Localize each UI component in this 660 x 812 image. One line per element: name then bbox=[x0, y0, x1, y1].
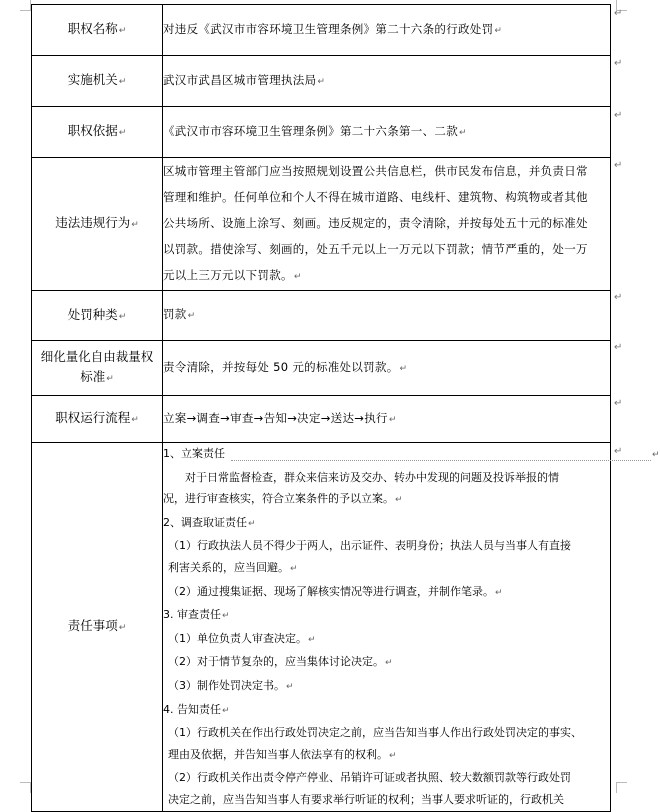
row-key: 职权名称↵ bbox=[32, 5, 163, 56]
text-line: 况，进行审查核实，符合立案条件的予以立案。↵ bbox=[163, 492, 403, 506]
paragraph-mark: ↵ bbox=[614, 58, 623, 69]
text-line: 区城市管理主管部门应当按照规划设置公共信息栏，供市民发布信息，并负责日常 bbox=[163, 164, 588, 178]
paragraph-mark: ↵ bbox=[614, 292, 623, 303]
row-key: 违法违规行为↵ bbox=[32, 158, 163, 291]
text-line: （1）行政机关在作出行政处罚决定之前，应当告知当事人作出行政处罚决定的事实、 bbox=[168, 726, 582, 740]
table-row bbox=[32, 291, 611, 341]
row-value: 责令清除，并按每处 50 元的标准处以罚款。↵ bbox=[163, 341, 611, 396]
table-row bbox=[32, 56, 611, 107]
table-row bbox=[32, 5, 611, 56]
table-row bbox=[32, 396, 611, 443]
page-corner-mark bbox=[20, 782, 31, 793]
row-key: 处罚种类↵ bbox=[32, 291, 163, 341]
text-line: （1）单位负责人审查决定。↵ bbox=[168, 631, 316, 645]
text-line: 对于日常监督检查，群众来信来访及交办、转办中发现的问题及投诉举报的情 bbox=[185, 470, 559, 484]
text-line: （2）对于情节复杂的，应当集体讨论决定。↵ bbox=[168, 655, 393, 669]
text-line: 3. 审查责任↵ bbox=[163, 608, 230, 622]
table-row bbox=[32, 158, 611, 291]
table-row bbox=[32, 341, 611, 396]
paragraph-mark: ↵ bbox=[614, 446, 623, 457]
responsibility-text bbox=[163, 443, 660, 812]
row-value: 对违反《武汉市市容环境卫生管理条例》第二十六条的行政处罚↵ bbox=[163, 5, 611, 56]
paragraph-mark: ↵ bbox=[614, 398, 623, 409]
paragraph-mark: ↵ bbox=[614, 8, 623, 19]
text-line: 4. 告知责任↵ bbox=[163, 702, 230, 716]
row-value: 罚款↵ bbox=[163, 291, 611, 341]
text-line: （3）制作处罚决定书。↵ bbox=[168, 678, 294, 692]
dotted-leader bbox=[231, 448, 651, 461]
row-value: 武汉市武昌区城市管理执法局↵ bbox=[163, 56, 611, 107]
text-line: 利害关系的，应当回避。↵ bbox=[168, 560, 298, 574]
row-key: 细化量化自由裁量权 标准↵ bbox=[32, 341, 163, 396]
table-row bbox=[32, 107, 611, 158]
row-value: 立案→调查→审查→告知→决定→送达→执行↵ bbox=[163, 396, 611, 443]
text-line: 管理和维护。任何单位和个人不得在城市道路、电线杆、建筑物、构筑物或者其他 bbox=[163, 190, 588, 204]
text-line: 1、立案责任 ↵ bbox=[163, 447, 660, 460]
text-line: 理由及依据，并告知当事人依法享有的权利。↵ bbox=[168, 747, 397, 761]
paragraph-mark: ↵ bbox=[614, 342, 623, 353]
text-line: 元以上三万元以下罚款。↵ bbox=[163, 268, 302, 282]
page-corner-mark bbox=[616, 782, 627, 793]
text-line: （2）行政机关作出责令停产停业、吊销许可证或者执照、较大数额罚款等行政处罚 bbox=[168, 771, 571, 785]
violation-text bbox=[163, 158, 611, 291]
text-line: （2）通过搜集证据、现场了解核实情况等进行调查，并制作笔录。↵ bbox=[168, 584, 503, 598]
text-line: 2、调查取证责任↵ bbox=[163, 515, 256, 529]
text-line: 公共场所、设施上涂写、刻画。违反规定的，责令清除，并按每处五十元的标准处 bbox=[163, 216, 588, 230]
authority-table bbox=[31, 4, 660, 812]
row-key: 实施机关↵ bbox=[32, 56, 163, 107]
text-line: 决定之前，应当告知当事人有要求举行听证的权利；当事人要求听证的，行政机关 bbox=[168, 792, 564, 806]
paragraph-mark: ↵ bbox=[614, 110, 623, 121]
text-line: 以罚款。措使涂写、刻画的，处五千元以上一万元以下罚款；情节严重的，处一万 bbox=[163, 242, 588, 256]
row-value: 《武汉市市容环境卫生管理条例》第二十六条第一、二款↵ bbox=[163, 107, 611, 158]
page-corner-mark bbox=[20, 0, 31, 11]
text-line: （1）行政执法人员不得少于两人，出示证件、表明身份；执法人员与当事人有直接 bbox=[168, 539, 571, 553]
row-key: 职权运行流程↵ bbox=[32, 396, 163, 443]
paragraph-mark: ↵ bbox=[614, 160, 623, 171]
row-key: 责任事项↵ bbox=[32, 443, 163, 812]
row-key: 职权依据↵ bbox=[32, 107, 163, 158]
table-row bbox=[32, 443, 611, 812]
